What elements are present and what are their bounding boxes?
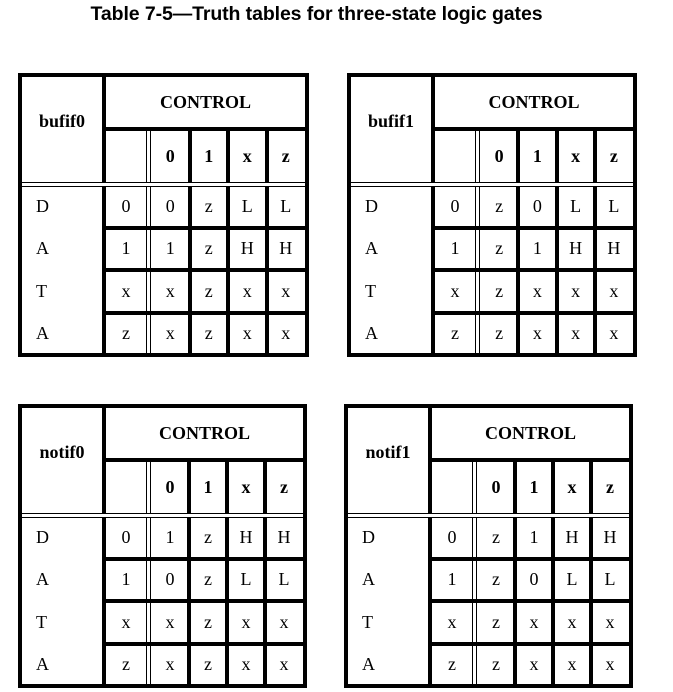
output-cell: 1 [165, 526, 175, 547]
control-value-header: 0 [165, 146, 175, 166]
data-label-letter: A [36, 569, 49, 590]
data-label-letter: T [365, 280, 376, 301]
output-cell: x [571, 280, 581, 301]
control-value-header: 1 [203, 477, 213, 497]
output-cell: 1 [165, 238, 175, 259]
output-cell: z [204, 280, 213, 301]
truth-table-bufif0 [18, 73, 309, 357]
output-cell: z [204, 195, 213, 216]
output-cell: H [607, 238, 621, 259]
control-value-header: 0 [491, 477, 501, 497]
output-cell: x [609, 280, 619, 301]
output-cell: x [165, 611, 175, 632]
output-cell: H [239, 526, 253, 547]
output-cell: x [532, 280, 542, 301]
output-cell: x [605, 654, 615, 675]
output-cell: z [204, 238, 213, 259]
output-cell: x [241, 611, 251, 632]
data-input-value: x [450, 280, 460, 301]
output-cell: 0 [165, 569, 175, 590]
output-cell: z [495, 280, 504, 301]
control-value-header: z [281, 146, 290, 166]
output-cell: x [165, 280, 175, 301]
output-cell: 1 [529, 526, 539, 547]
output-cell: x [567, 611, 577, 632]
output-cell: z [204, 569, 212, 590]
data-input-value: x [447, 611, 457, 632]
data-input-value: x [121, 280, 131, 301]
output-cell: z [492, 611, 500, 632]
control-value-header: x [571, 146, 581, 166]
output-cell: H [565, 526, 579, 547]
output-cell: L [241, 195, 253, 216]
control-value-header: z [606, 477, 614, 497]
data-label-letter: A [365, 238, 378, 259]
data-label-letter: D [362, 526, 375, 547]
control-header: CONTROL [158, 422, 250, 443]
output-cell: 0 [165, 195, 175, 216]
data-input-value: 0 [121, 526, 131, 547]
output-cell: x [281, 323, 291, 344]
data-label-letter: A [36, 654, 49, 675]
output-cell: L [608, 195, 620, 216]
output-cell: z [204, 526, 212, 547]
output-cell: x [609, 323, 619, 344]
data-label-letter: A [365, 323, 378, 344]
data-label-letter: D [36, 526, 49, 547]
data-input-value: 1 [447, 569, 457, 590]
data-input-value: 1 [450, 238, 460, 259]
control-value-header: 1 [529, 477, 539, 497]
output-cell: z [492, 526, 500, 547]
output-cell: z [204, 323, 213, 344]
table-caption: Table 7-5—Truth tables for three-state logic gates [90, 3, 543, 25]
output-cell: H [277, 526, 291, 547]
control-header: CONTROL [488, 91, 580, 112]
data-input-value: x [121, 611, 131, 632]
output-cell: 1 [532, 238, 542, 259]
data-input-value: z [448, 654, 456, 675]
output-cell: L [566, 569, 578, 590]
output-cell: x [241, 654, 251, 675]
control-value-header: 0 [494, 146, 504, 166]
control-value-header: 0 [165, 477, 175, 497]
output-cell: x [532, 323, 542, 344]
data-input-value: 0 [450, 195, 460, 216]
data-input-value: z [451, 323, 459, 344]
control-header: CONTROL [484, 422, 576, 443]
control-value-header: 1 [204, 146, 214, 166]
data-label-letter: A [36, 323, 49, 344]
output-cell: L [278, 569, 290, 590]
gate-name: notif0 [39, 442, 85, 462]
output-cell: L [240, 569, 252, 590]
control-value-header: z [609, 146, 618, 166]
control-header: CONTROL [159, 91, 251, 112]
output-cell: z [495, 238, 504, 259]
data-input-value: 0 [121, 195, 131, 216]
data-label-letter: T [362, 611, 373, 632]
data-input-value: 1 [121, 569, 131, 590]
output-cell: x [242, 323, 252, 344]
control-value-header: x [242, 146, 252, 166]
output-cell: z [204, 654, 212, 675]
output-cell: z [495, 195, 504, 216]
output-cell: L [280, 195, 292, 216]
data-label-letter: D [36, 195, 49, 216]
data-input-value: z [122, 654, 130, 675]
output-cell: x [165, 654, 175, 675]
output-cell: x [165, 323, 175, 344]
output-cell: H [569, 238, 583, 259]
output-cell: 0 [532, 195, 542, 216]
output-cell: x [529, 611, 539, 632]
output-cell: H [279, 238, 293, 259]
output-cell: L [604, 569, 616, 590]
control-value-header: x [241, 477, 251, 497]
data-label-letter: T [36, 280, 47, 301]
output-cell: x [529, 654, 539, 675]
output-cell: x [279, 611, 289, 632]
output-cell: x [281, 280, 291, 301]
output-cell: x [605, 611, 615, 632]
data-label-letter: T [36, 611, 47, 632]
control-value-header: x [567, 477, 577, 497]
data-label-letter: D [365, 195, 378, 216]
output-cell: x [279, 654, 289, 675]
data-input-value: 1 [121, 238, 131, 259]
output-cell: 0 [529, 569, 539, 590]
output-cell: x [242, 280, 252, 301]
output-cell: x [567, 654, 577, 675]
output-cell: z [492, 654, 500, 675]
gate-name: notif1 [365, 442, 411, 462]
output-cell: z [495, 323, 504, 344]
data-label-letter: A [362, 569, 375, 590]
truth-table-notif0 [18, 404, 307, 688]
data-label-letter: A [36, 238, 49, 259]
data-input-value: 0 [447, 526, 457, 547]
gate-name: bufif0 [38, 111, 85, 131]
output-cell: x [571, 323, 581, 344]
data-label-letter: A [362, 654, 375, 675]
data-input-value: z [122, 323, 130, 344]
control-value-header: z [280, 477, 288, 497]
output-cell: H [240, 238, 254, 259]
output-cell: H [603, 526, 617, 547]
truth-table-bufif1 [347, 73, 637, 357]
truth-table-notif1 [344, 404, 633, 688]
output-cell: z [204, 611, 212, 632]
control-value-header: 1 [532, 146, 542, 166]
output-cell: L [570, 195, 582, 216]
output-cell: z [492, 569, 500, 590]
gate-name: bufif1 [367, 111, 414, 131]
